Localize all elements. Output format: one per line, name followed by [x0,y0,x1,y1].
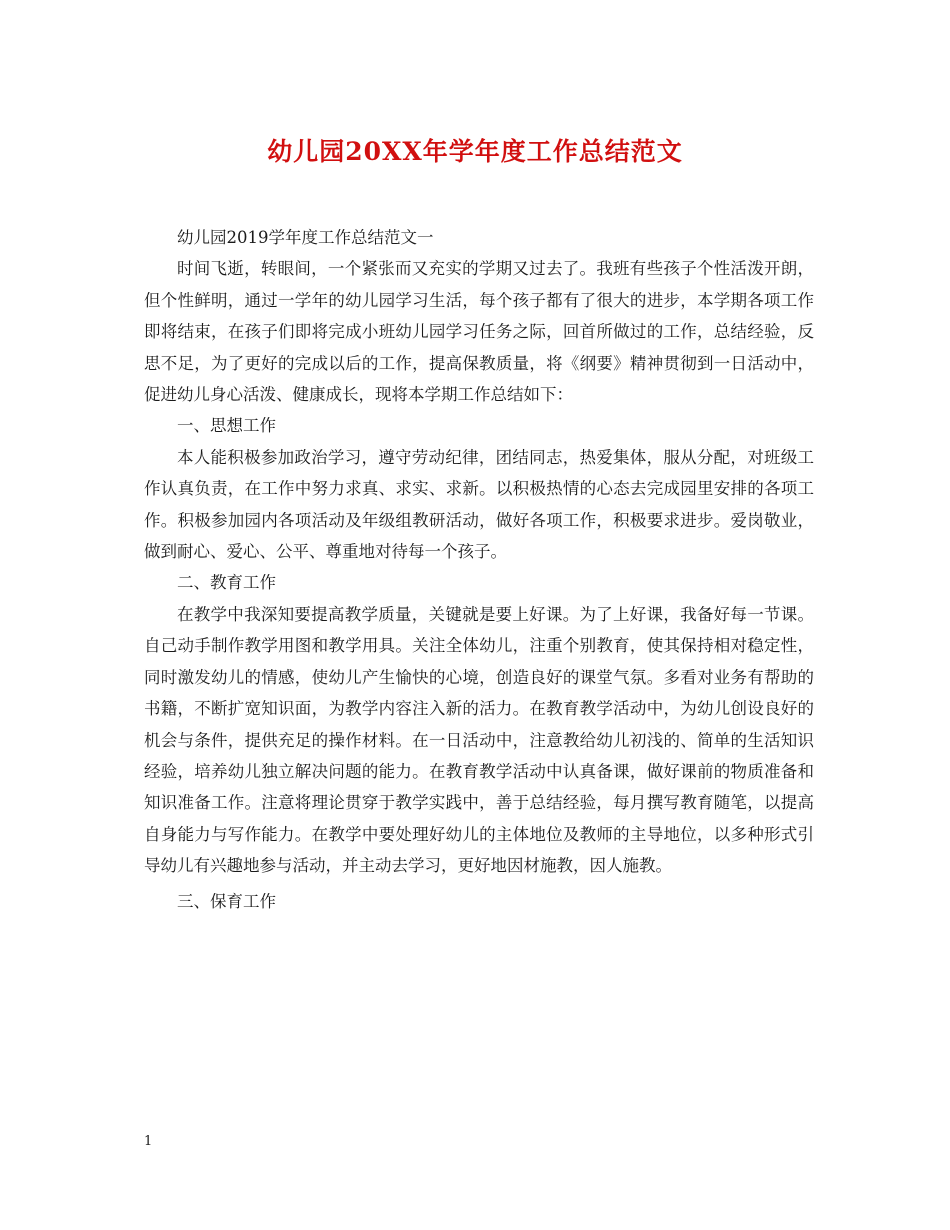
intro-paragraph: 时间飞逝，转眼间，一个紧张而又充实的学期又过去了。我班有些孩子个性活泼开朗，但个性鲜明，通过一学年的幼儿园学习生活，每个孩子都有了很大的进步，本学期各项工作即将结束，在孩子们即将完成小班幼儿园学习任务之际，回首所做过的工作，总结经验，反思不足，为了更好的完成以后的工作，提高保教质量，将《纲要》精神贯彻到一日活动中，促进幼儿身心活泼、健康成长，现将本学期工作总结如下： [144,259,814,405]
section-heading-care-work: 三、保育工作 [177,891,276,911]
education-work-paragraph: 在教学中我深知要提高教学质量，关键就是要上好课。为了上好课，我备好每一节课。自己动手制作教学用图和教学用具。关注全体幼儿，注重个别教育，使其保持相对稳定性，同时激发幼儿的情感，使幼儿产生愉快的心境，创造良好的课堂气氛。多看对业务有帮助的书籍，不断扩宽知识面，为教学内容注入新的活力。在教育教学活动中，为幼儿创设良好的机会与条件，提供充足的操作材料。在一日活动中，注意教给幼儿初浅的、简单的生活知识经验，培养幼儿独立解决问题的能力。在教育教学活动中认真备课，做好课前的物质准备和知识准备工作。注意将理论贯穿于教学实践中，善于总结经验，每月撰写教育随笔，以提高自身能力与写作能力。在教学中要处理好幼儿的主体地位及教师的主导地位，以多种形式引导幼儿有兴趣地参与活动，并主动去学习，更好地因材施教，因人施教。 [144,604,814,876]
document-title: 幼儿园20XX年学年度工作总结范文 [267,137,683,166]
document-body [144,222,814,917]
page-number: 1 [144,1134,153,1149]
subtitle-paragraph: 幼儿园2019学年度工作总结范文一 [177,228,434,247]
thought-work-paragraph: 本人能积极参加政治学习，遵守劳动纪律，团结同志，热爱集体，服从分配，对班级工作认真负责，在工作中努力求真、求实、求新。以积极热情的心态去完成园里安排的各项工作。积极参加园内各项活动及年级组教研活动，做好各项工作，积极要求进步。爱岗敬业，做到耐心、爱心、公平、尊重地对待每一个孩子。 [144,447,814,562]
section-heading-education-work: 二、教育工作 [177,573,276,593]
section-heading-thought-work: 一、思想工作 [177,416,276,436]
